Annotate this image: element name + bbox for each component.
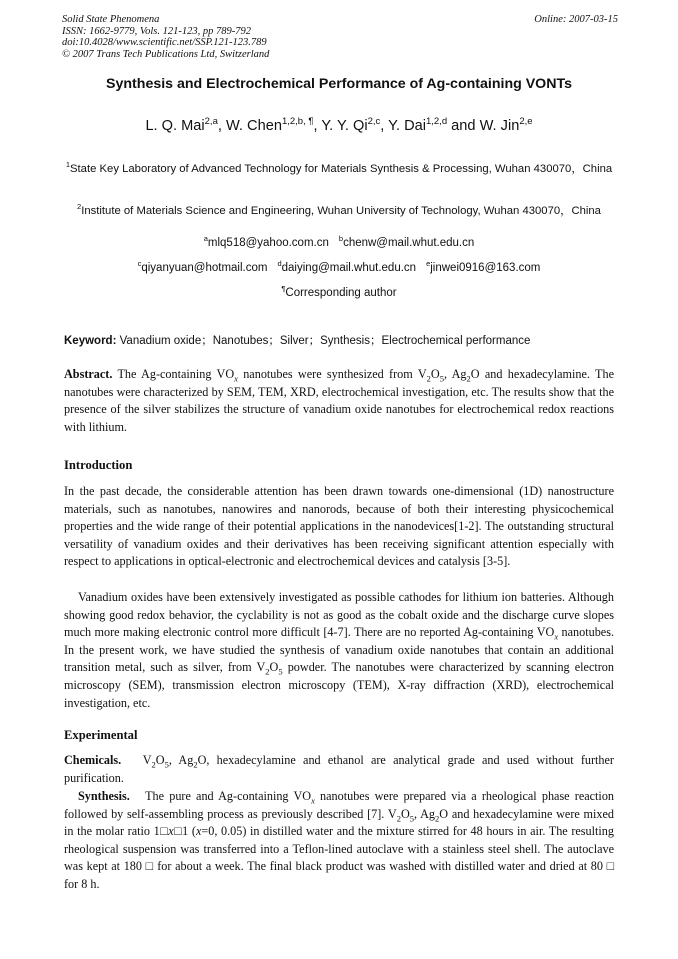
- paragraph-text: , Ag: [414, 806, 436, 821]
- keyword-line: [64, 332, 620, 348]
- subscript: 5: [439, 373, 444, 384]
- abstract-text: The Ag-containing VO: [117, 367, 235, 381]
- author-name: W. Chen: [225, 117, 282, 134]
- issn-line: ISSN: 1662-9779, Vols. 121-123, pp 789-792: [62, 25, 251, 37]
- author-name: W. Jin: [479, 117, 520, 134]
- paragraph-text: , Ag: [168, 753, 194, 767]
- email-sup: b: [338, 234, 344, 243]
- variable-x: x: [168, 824, 174, 839]
- subscript: 2: [466, 373, 471, 384]
- synthesis-label: Synthesis.: [78, 789, 130, 803]
- abstract-label: Abstract.: [64, 367, 113, 381]
- chemicals-label: Chemicals.: [64, 753, 122, 767]
- synthesis-paragraph: [64, 788, 614, 894]
- email-sup: d: [277, 259, 282, 268]
- author-separator: ,: [217, 117, 226, 134]
- introduction-paragraph-1: In the past decade, the considerable attention has been drawn towards one-dimensional (1D) nanostructure materials, such as nanotubes, nanowires and nanorods, because of both their interesting physicochemical properties and the wide range of their potential applications in the nanodevices[1-2]. The outstanding structural versatility of vanadium oxides and their derivatives has been receiving significant attention especially with respect to applications in optical-electronic and electrochemical devices and catalysis [3-5].: [64, 484, 614, 569]
- journal-name: Solid State Phenomena: [62, 14, 160, 25]
- paragraph-text: nanotubes. In the present work, we have studied the synthesis of vanadium oxide nanotubes that contain an additional transition metal, such as silver, from V: [64, 625, 615, 675]
- email-address[interactable]: chenw@mail.whut.edu.cn: [343, 236, 475, 249]
- missing-glyph: □: [606, 859, 614, 874]
- subscript: 5: [409, 813, 414, 824]
- section-heading-experimental: Experimental: [64, 728, 138, 742]
- paper-title: Synthesis and Electrochemical Performance of Ag-containing VONTs: [106, 76, 572, 92]
- subscript: 2: [396, 813, 401, 824]
- email-sup: e: [426, 259, 431, 268]
- author-separator: ,: [380, 117, 389, 134]
- paragraph-text: O: [400, 806, 410, 821]
- corresponding-text: Corresponding author: [285, 286, 397, 299]
- author-sup: 2,c: [367, 116, 381, 127]
- subscript: 2: [265, 666, 270, 677]
- email-line-2: [40, 259, 638, 274]
- paragraph-text: V: [142, 753, 152, 767]
- email-sup: a: [203, 234, 208, 243]
- email-address[interactable]: mlq518@yahoo.com.cn: [207, 236, 329, 249]
- subscript-x: x: [554, 631, 559, 642]
- affiliation-text: Institute of Materials Science and Engineering, Wuhan University of Technology, Wuhan 430070，China: [81, 205, 601, 217]
- subscript: 5: [278, 666, 283, 677]
- email-address[interactable]: jinwei0916@163.com: [430, 261, 541, 274]
- missing-glyph: □: [159, 824, 169, 839]
- paragraph-text: =0, 0.05) in distilled water and the mixture stirred for 48 hours in air. The resulting rheological suspension was transferred into a Teflon-lined autoclave with a stainless steel shell. The autoclave was kept at 180: [64, 824, 614, 874]
- subscript-x: x: [234, 373, 238, 384]
- abstract-paragraph: [64, 366, 614, 436]
- corresponding-sup: ¶: [281, 284, 286, 293]
- missing-glyph: □: [145, 859, 154, 874]
- author-list: [40, 116, 638, 134]
- online-date: Online: 2007-03-15: [534, 14, 618, 25]
- paragraph-text: 1 (: [182, 824, 196, 839]
- paragraph-text: nanotubes were prepared via a rheological phase reaction followed by self-assembling process as previously described [7]. V: [64, 789, 615, 821]
- subscript: 2: [193, 759, 198, 770]
- paragraph-text: for about a week. The final black product was washed with distilled water and dried at 80: [153, 859, 607, 874]
- corresponding-author: [40, 284, 638, 299]
- author-name: Y. Dai: [388, 117, 426, 134]
- affiliation-2: [30, 202, 648, 218]
- author-and: and: [447, 117, 480, 134]
- abstract-text: O and hexadecylamine. The nanotubes were characterized by SEM, TEM, XRD, electrochemical investigation, etc. The results show that the presence of the silver stabilizes the structure of vanadium oxide nanotubes for electrochemical redox reactions with lithium.: [64, 367, 614, 434]
- section-heading-introduction: Introduction: [64, 458, 133, 472]
- affiliation-sup: 1: [65, 160, 70, 170]
- subscript: 2: [435, 813, 440, 824]
- introduction-paragraph-2: [64, 589, 614, 712]
- email-address[interactable]: qiyanyuan@hotmail.com: [141, 261, 268, 274]
- subscript: 5: [164, 759, 169, 770]
- keyword-label: Keyword:: [64, 335, 117, 347]
- author-sup: 2,a: [204, 116, 218, 127]
- author-sup: 1,2,b, ¶: [281, 116, 314, 127]
- paragraph-text: O: [155, 753, 165, 767]
- email-line-1: [40, 234, 638, 249]
- doi-line: doi:10.4028/www.scientific.net/SSP.121-123.789: [62, 37, 267, 49]
- journal-header: [62, 14, 618, 60]
- abstract-text: , Ag: [443, 367, 467, 381]
- paragraph-text: O and hexadecylamine were mixed in the molar ratio 1: [64, 806, 614, 839]
- subscript: 2: [151, 759, 156, 770]
- affiliation-text: State Key Laboratory of Advanced Technology for Materials Synthesis & Processing, Wuhan 430070，China: [70, 163, 613, 175]
- keyword-text: Vanadium oxide；Nanotubes；Silver；Synthesis；Electrochemical performance: [119, 335, 531, 347]
- affiliation-sup: 2: [77, 202, 82, 212]
- author-name: Y. Y. Qi: [321, 117, 368, 134]
- variable-x: x: [195, 824, 202, 839]
- abstract-text: O: [430, 367, 440, 381]
- subscript: 2: [426, 373, 431, 384]
- affiliation-1: [30, 160, 648, 176]
- paragraph-text: O: [269, 660, 279, 675]
- missing-glyph: □: [173, 824, 183, 839]
- paragraph-text: Vanadium oxides have been extensively investigated as possible cathodes for lithium ion batteries. Although showing good redox behavior, the cyclability is not as good as the cobalt oxide and the discharge curve slopes much more making electronic control more difficult [4-7]. There are no reported Ag-containing VO: [64, 590, 614, 640]
- email-sup: c: [137, 259, 142, 268]
- abstract-text: nanotubes were synthesized from V: [237, 367, 427, 381]
- author-separator: ,: [313, 117, 322, 134]
- paragraph-text: O, hexadecylamine and ethanol are analytical grade and used without further purification.: [64, 753, 614, 785]
- paragraph-text: The pure and Ag-containing VO: [145, 789, 312, 803]
- author-name: L. Q. Mai: [145, 117, 205, 134]
- paragraph-text: powder. The nanotubes were characterized by scanning electron microscopy (SEM), transmission electron microscopy (TEM), X-ray diffraction (XRD), electrochemical investigation, etc.: [64, 660, 614, 710]
- author-sup: 2,e: [519, 116, 533, 127]
- copyright-line: © 2007 Trans Tech Publications Ltd, Switzerland: [62, 48, 270, 60]
- paragraph-text: for 8 h.: [64, 876, 100, 891]
- chemicals-paragraph: [64, 752, 614, 787]
- subscript-x: x: [311, 795, 315, 806]
- author-sup: 1,2,d: [425, 116, 448, 127]
- email-address[interactable]: daiying@mail.whut.edu.cn: [281, 261, 417, 274]
